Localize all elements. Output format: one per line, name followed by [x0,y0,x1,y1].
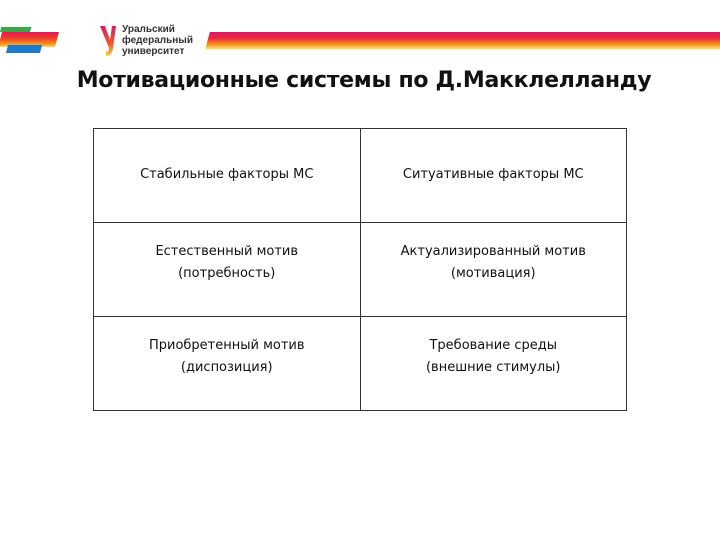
table-cell [94,223,361,317]
cell-line: Приобретенный мотив [148,338,305,353]
table-row [94,317,627,411]
cell-line: (внешние стимулы) [425,360,561,375]
table-cell [94,317,361,411]
table-row [94,223,627,317]
cell-line: (диспозиция) [180,360,273,375]
logo-line: федеральный [122,35,193,46]
university-logo-icon [100,26,116,56]
cell-line: Естественный мотив [155,244,299,259]
table-header-row [94,129,627,223]
cell-line: (потребность) [178,266,276,281]
cell-line: Требование среды [429,338,558,353]
header-gradient-bar [205,32,720,50]
header-cell: Стабильные факторы МС [94,129,361,223]
table-cell [360,317,627,411]
header-cell: Ситуативные факторы МС [360,129,627,223]
slide-title: Мотивационные системы по Д.Макклелланду [76,68,652,93]
cell-line: (мотивация) [450,266,536,281]
table-cell [360,223,627,317]
logo-stripe-blue [6,45,42,53]
cell-line: Актуализированный мотив [400,244,586,259]
motivation-table [93,128,627,411]
logo-line: университет [122,46,185,57]
university-name [122,24,193,57]
logo-line: Уральский [122,24,175,35]
